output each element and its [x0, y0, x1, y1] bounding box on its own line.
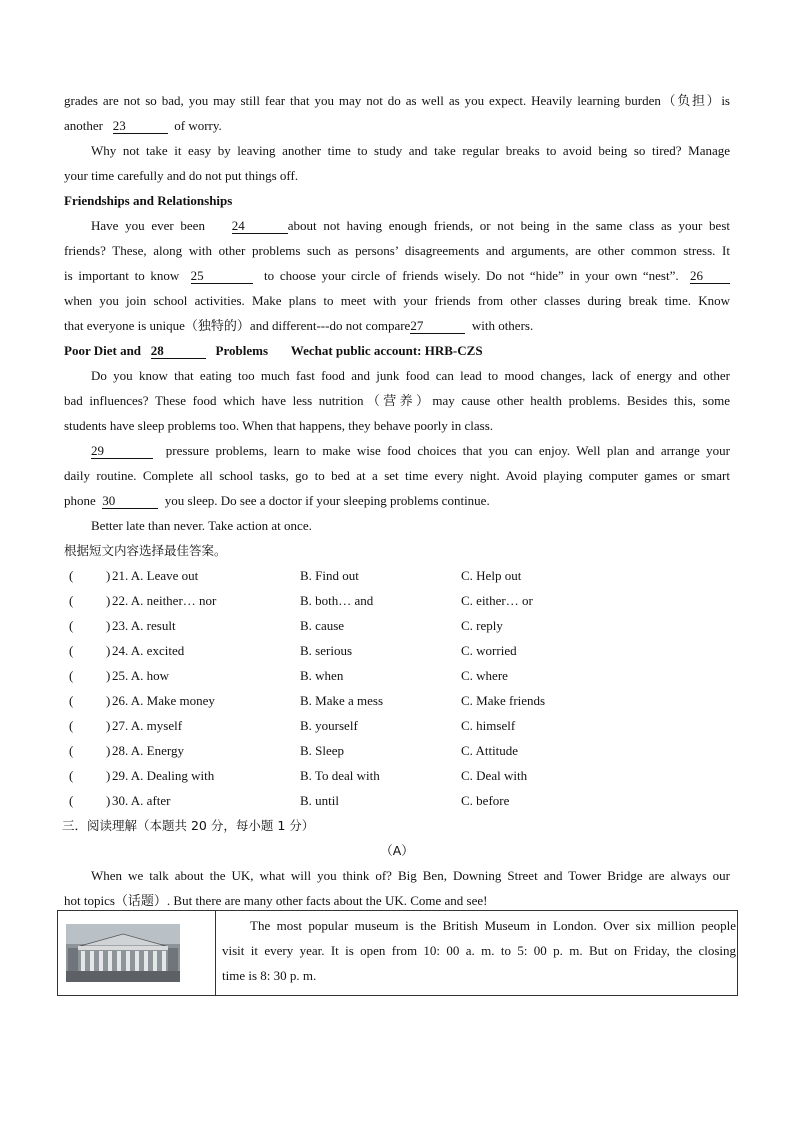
- option-b[interactable]: B. until: [300, 793, 340, 808]
- blank-23[interactable]: 23: [113, 118, 168, 134]
- option-b[interactable]: B. cause: [300, 618, 345, 633]
- question-row: [64, 713, 730, 738]
- answer-paren-open[interactable]: (: [69, 643, 74, 658]
- heading-friends: Friendships and Relationships: [64, 193, 233, 208]
- question-row: [64, 663, 730, 688]
- option-c[interactable]: C. before: [461, 793, 510, 808]
- option-a[interactable]: 22. A. neither… nor: [112, 593, 217, 608]
- question-row: [64, 613, 730, 638]
- facts-table: [57, 910, 738, 996]
- option-a[interactable]: 28. A. Energy: [112, 743, 184, 758]
- option-a[interactable]: 24. A. excited: [112, 643, 185, 658]
- text: another: [64, 118, 103, 133]
- question-number: 26.: [112, 693, 131, 708]
- table-line: [222, 963, 736, 988]
- answer-paren-open[interactable]: (: [69, 793, 74, 808]
- passage-line: [64, 88, 730, 113]
- passage-line: [64, 463, 730, 488]
- option-c[interactable]: C. himself: [461, 718, 516, 733]
- passage-line: [64, 388, 730, 413]
- text: you sleep. Do see a doctor if your sleeping problems continue.: [164, 493, 490, 508]
- british-museum-photo: [66, 924, 180, 982]
- answer-paren-close: ): [106, 743, 111, 758]
- passage-line: [64, 863, 730, 888]
- table-line: [222, 913, 736, 938]
- passage-line: [64, 263, 730, 288]
- answer-paren-open[interactable]: (: [69, 693, 74, 708]
- answer-paren-close: ): [106, 718, 111, 733]
- option-c[interactable]: C. worried: [461, 643, 517, 658]
- option-a[interactable]: 30. A. after: [112, 793, 171, 808]
- passage-label: [64, 838, 730, 863]
- text: your time carefully and do not put things off.: [64, 168, 299, 183]
- text: The most popular museum is the British Museum in London. Over six million people: [250, 918, 736, 933]
- answer-paren-open[interactable]: (: [69, 743, 74, 758]
- passage-line: [64, 163, 730, 188]
- question-number: 22.: [112, 593, 131, 608]
- passage-line: [64, 113, 730, 138]
- passage-a-label: （A）: [380, 843, 414, 858]
- option-c[interactable]: C. Attitude: [461, 743, 519, 758]
- answer-paren-close: ): [106, 643, 111, 658]
- option-b[interactable]: B. Make a mess: [300, 693, 384, 708]
- question-number: 30.: [112, 793, 131, 808]
- answer-paren-close: ): [106, 568, 111, 583]
- answer-paren-open[interactable]: (: [69, 618, 74, 633]
- blank-28[interactable]: 28: [151, 343, 206, 359]
- text: grades are not so bad, you may still fear that you may not do as well as you expect. Heavily learning burden（负担）is: [64, 93, 730, 108]
- option-b[interactable]: B. Find out: [300, 568, 359, 583]
- option-c[interactable]: C. Help out: [461, 568, 522, 583]
- text: students have sleep problems too. When that happens, they behave poorly in class.: [64, 418, 494, 433]
- blank-27[interactable]: 27: [410, 318, 465, 334]
- section-3-title: 三．阅读理解（本题共 20 分，每小题 1 分）: [62, 818, 315, 833]
- answer-paren-open[interactable]: (: [69, 768, 74, 783]
- text: pressure problems, learn to make wise food choices that you can enjoy. Well plan and arrange your: [165, 443, 730, 458]
- text: time is 8: 30 p. m.: [222, 968, 317, 983]
- text-cell: [216, 913, 736, 988]
- answer-paren-close: ): [106, 768, 111, 783]
- question-number: 29.: [112, 768, 131, 783]
- text: friends? These, along with other problems such as persons’ disagreements and arguments, are other common stress. It: [64, 243, 730, 258]
- passage-line: [64, 438, 730, 463]
- option-a[interactable]: 26. A. Make money: [112, 693, 215, 708]
- text: When we talk about the UK, what will you think of? Big Ben, Downing Street and Tower Bridge are always our: [91, 868, 730, 883]
- section-title: [62, 813, 730, 838]
- passage-line: [64, 213, 730, 238]
- text: to choose your circle of friends wisely. Do not “hide” in your own “nest”.: [264, 268, 679, 283]
- option-c[interactable]: C. either… or: [461, 593, 533, 608]
- answer-paren-open[interactable]: (: [69, 668, 74, 683]
- answer-paren-close: ): [106, 593, 111, 608]
- image-cell: [58, 911, 216, 995]
- table-line: [222, 938, 736, 963]
- passage-line: [64, 513, 730, 538]
- section-heading: [64, 338, 730, 363]
- answer-paren-open[interactable]: (: [69, 593, 74, 608]
- option-a[interactable]: 23. A. result: [112, 618, 176, 633]
- question-number: 25.: [112, 668, 131, 683]
- question-row: [64, 588, 730, 613]
- option-c[interactable]: C. Make friends: [461, 693, 546, 708]
- text: when you join school activities. Make plans to meet with your friends from other classes during break time. Know: [64, 293, 730, 308]
- blank-30[interactable]: 30: [102, 493, 158, 509]
- answer-paren-close: ): [106, 668, 111, 683]
- question-number: 23.: [112, 618, 131, 633]
- passage-line: [64, 488, 730, 513]
- blank-29[interactable]: 29: [91, 443, 153, 459]
- text: Have you ever been: [91, 218, 205, 233]
- passage: [64, 88, 730, 913]
- instruction-text: 根据短文内容选择最佳答案。: [64, 543, 227, 558]
- question-row: [64, 563, 730, 588]
- answer-paren-close: ): [106, 618, 111, 633]
- question-row: [64, 738, 730, 763]
- text: that everyone is unique（独特的）and different---do not compare: [64, 318, 411, 333]
- question-number: 21.: [112, 568, 131, 583]
- text: phone: [64, 493, 96, 508]
- option-a[interactable]: 25. A. how: [112, 668, 170, 683]
- question-row: [64, 788, 730, 813]
- passage-line: [64, 288, 730, 313]
- option-b[interactable]: B. To deal with: [300, 768, 380, 783]
- text: with others.: [471, 318, 534, 333]
- answer-paren-open[interactable]: (: [69, 568, 74, 583]
- heading-diet: Poor Diet and: [64, 343, 142, 358]
- question-row: [64, 638, 730, 663]
- blank-25[interactable]: 25: [191, 268, 253, 284]
- text: Why not take it easy by leaving another time to study and take regular breaks to avoid being so tired? Manage: [91, 143, 730, 158]
- option-a[interactable]: 27. A. myself: [112, 718, 183, 733]
- option-c[interactable]: C. reply: [461, 618, 503, 633]
- text: is important to know: [64, 268, 180, 283]
- question-row: [64, 688, 730, 713]
- option-b[interactable]: B. Sleep: [300, 743, 345, 758]
- text: bad influences? These food which have less nutrition（营养）may cause other health problems. Besides this, some: [64, 393, 730, 408]
- question-list: [64, 563, 730, 813]
- text: visit it every year. It is open from 10: 00 a. m. to 5: 00 p. m. But on Friday, the closing: [222, 943, 736, 958]
- option-b[interactable]: B. yourself: [300, 718, 358, 733]
- answer-paren-open[interactable]: (: [69, 718, 74, 733]
- text: Do you know that eating too much fast food and junk food can lead to mood changes, lack of energy and other: [91, 368, 730, 383]
- text: daily routine. Complete all school tasks, go to bed at a set time every night. Avoid playing computer games or smart: [64, 468, 730, 483]
- option-b[interactable]: B. both… and: [300, 593, 374, 608]
- text: of worry.: [174, 118, 222, 133]
- question-number: 28.: [112, 743, 131, 758]
- option-b[interactable]: B. when: [300, 668, 344, 683]
- option-c[interactable]: C. where: [461, 668, 508, 683]
- text: about not having enough friends, or not being in the same class as your best: [287, 218, 730, 233]
- passage-line: [64, 413, 730, 438]
- passage-line: [64, 313, 730, 338]
- instruction: [64, 538, 730, 563]
- section-heading: [64, 188, 730, 213]
- option-a[interactable]: 29. A. Dealing with: [112, 768, 215, 783]
- option-b[interactable]: B. serious: [300, 643, 352, 658]
- option-a[interactable]: 21. A. Leave out: [112, 568, 199, 583]
- answer-paren-close: ): [106, 693, 111, 708]
- blank-24[interactable]: 24: [232, 218, 288, 234]
- wechat-note: Wechat public account: HRB-CZS: [290, 343, 483, 358]
- heading-diet-b: Problems: [215, 343, 269, 358]
- question-number: 27.: [112, 718, 131, 733]
- answer-paren-close: ): [106, 793, 111, 808]
- passage-line: [64, 363, 730, 388]
- option-c[interactable]: C. Deal with: [461, 768, 528, 783]
- question-row: [64, 763, 730, 788]
- passage-line: [64, 138, 730, 163]
- passage-line: [64, 238, 730, 263]
- question-number: 24.: [112, 643, 131, 658]
- text: Better late than never. Take action at once.: [91, 518, 312, 533]
- text: hot topics（话题）. But there are many other facts about the UK. Come and see!: [64, 893, 488, 908]
- blank-26[interactable]: 26: [690, 268, 730, 284]
